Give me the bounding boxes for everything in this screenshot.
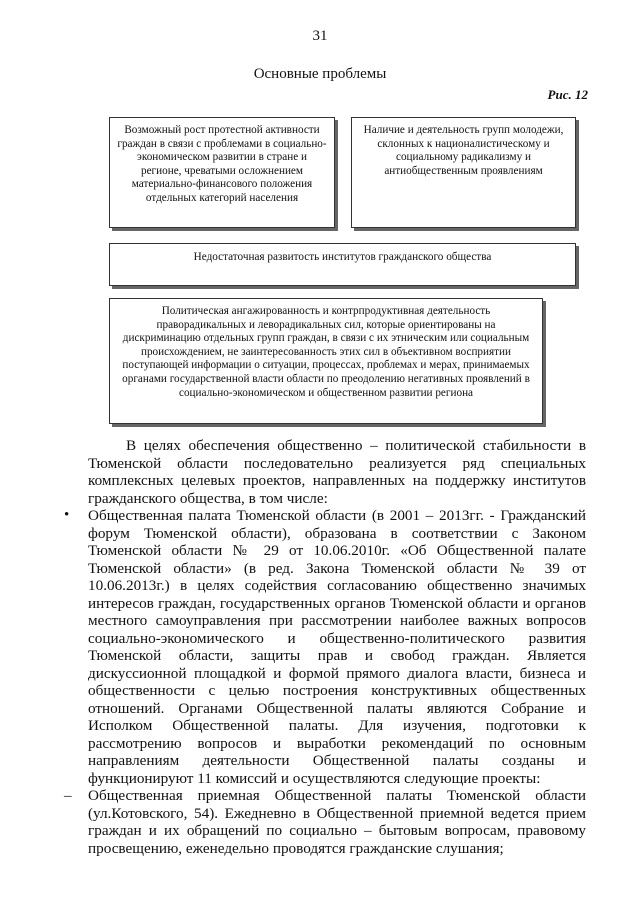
dash-icon: – <box>64 787 72 804</box>
intro-paragraph: В целях обеспечения общественно – политической стабильности в Тюменской области последовательно реализуется ряд специальных комплексных целевых проектов, направленных на поддержку институтов гражданского общества, в том числе: <box>88 437 586 507</box>
figure-title: Основные проблемы <box>253 66 387 82</box>
body-text <box>64 437 586 857</box>
figure-label: Рис. 12 <box>547 87 588 102</box>
problem-box-civil-society: Недостаточная развитость институтов гражданского общества <box>109 243 576 286</box>
problem-box-youth-radicalism: Наличие и деятельность групп молодежи, склонных к националистическому и социальному радикализму и антиобщественным проявлениям <box>351 117 576 228</box>
problem-box-political-engagement: Политическая ангажированность и контрпродуктивная деятельность праворадикальных и леворадикальных сил, которые ориентированы на дискриминацию отдельных групп граждан, в связи с их этническим или социальным происхождением, не заинтересованность этих сил в объективном восприятии поступающей информации о ситуации, процессах, проблемах и мерах, принимаемых органами государственной власти области по преодолению негативных проявлений в социально-экономическом и общественном развитии региона <box>109 298 543 424</box>
list-item-text: Общественная приемная Общественной палаты Тюменской области (ул.Котовского, 54). Ежедневно в Общественной приемной ведется прием граждан и их обращений по социально – бытовым вопросам, правовому просвещению, еженедельно проводятся гражданские слушания; <box>88 787 586 857</box>
page-number: 31 <box>312 28 328 44</box>
bullet-icon: • <box>64 507 70 523</box>
list-item <box>64 787 586 857</box>
problem-box-protest-activity: Возможный рост протестной активности граждан в связи с проблемами в социально-экономическом развитии в стране и регионе, чреватыми осложнением материально-финансового положения отдельных категорий населения <box>109 117 335 228</box>
list-item <box>64 507 586 787</box>
list-item-text: Общественная палата Тюменской области (в 2001 – 2013гг. - Гражданский форум Тюменской области), образована в соответствии с Законом Тюменской области № 29 от 10.06.2010г. «Об Общественной палате Тюменской области» (в ред. Закона Тюменской области № 39 от 10.06.2013г.) в целях содействия согласованию общественно значимых интересов граждан, государственных органов Тюменской области и органов местного самоуправления при рассмотрении наиболее важных вопросов социально-экономического и общественно-политического развития Тюменской области, защиты прав и свобод граждан. Является дискуссионной площадкой и формой прямого диалога власти, бизнеса и общественности с целью построения конструктивных общественных отношений. Органами Общественной палаты являются Собрание и Исполком Общественной палаты. Для изучения, подготовки к рассмотрению вопросов и выработки рекомендаций по основным направлениям деятельности Общественной палаты созданы и функционируют 11 комиссий и осуществляются следующие проекты: <box>88 507 586 787</box>
